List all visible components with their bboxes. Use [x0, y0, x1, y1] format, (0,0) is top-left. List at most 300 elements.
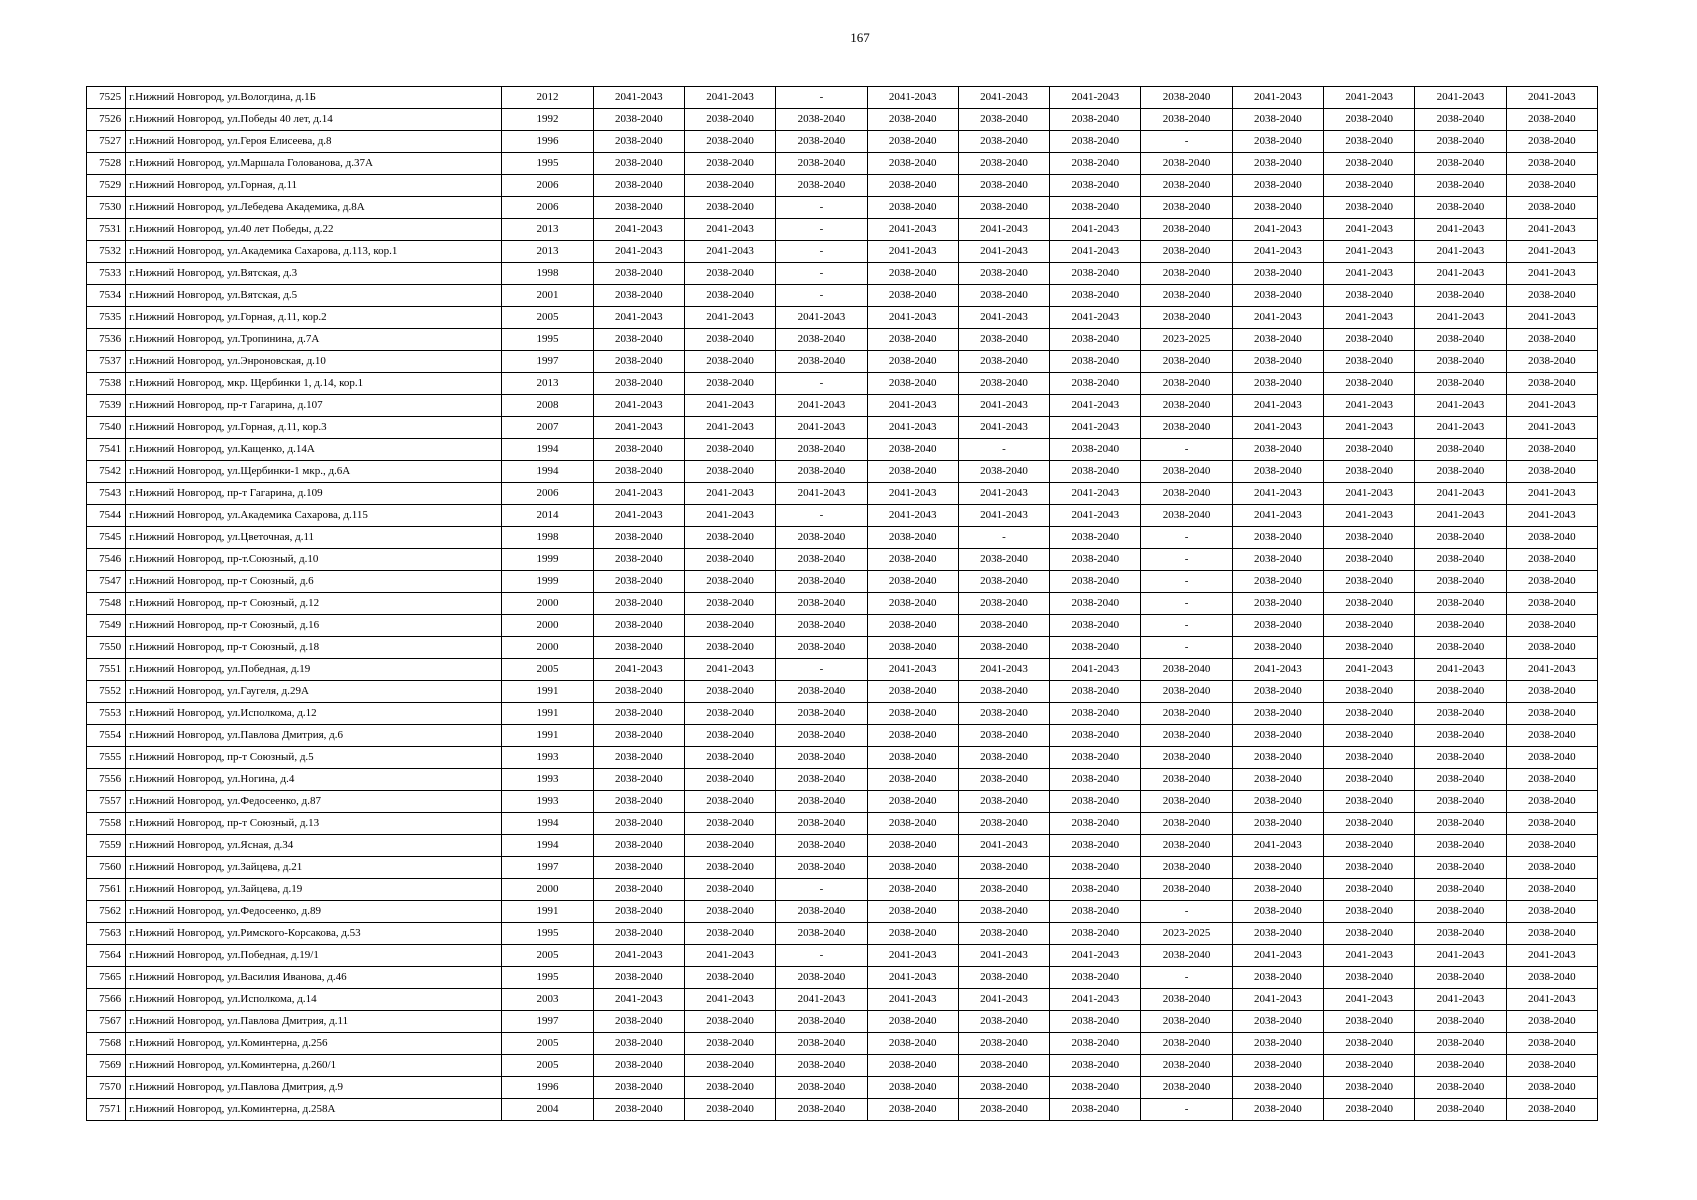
period-cell: 2038-2040: [776, 923, 867, 945]
period-cell: 2038-2040: [958, 263, 1049, 285]
table-row: [87, 879, 1598, 901]
period-cell: 2038-2040: [1506, 109, 1597, 131]
table-row: [87, 769, 1598, 791]
address-cell: г.Нижний Новгород, пр-т Союзный, д.18: [126, 637, 502, 659]
period-cell: 2038-2040: [684, 461, 775, 483]
period-cell: 2038-2040: [593, 1011, 684, 1033]
row-number-cell: 7530: [87, 197, 126, 219]
year-built-cell: 1993: [502, 791, 593, 813]
table-row: [87, 373, 1598, 395]
row-number-cell: 7564: [87, 945, 126, 967]
period-cell: 2038-2040: [1415, 725, 1506, 747]
period-cell: 2038-2040: [1050, 439, 1141, 461]
period-cell: 2038-2040: [1324, 967, 1415, 989]
period-cell: 2038-2040: [867, 1033, 958, 1055]
period-cell: 2038-2040: [1415, 637, 1506, 659]
table-row: [87, 1099, 1598, 1121]
period-cell: 2038-2040: [593, 1033, 684, 1055]
period-cell: 2038-2040: [684, 791, 775, 813]
row-number-cell: 7531: [87, 219, 126, 241]
period-cell: 2038-2040: [1232, 791, 1323, 813]
period-cell: 2038-2040: [1324, 681, 1415, 703]
period-cell: 2038-2040: [1506, 197, 1597, 219]
period-cell: 2038-2040: [867, 681, 958, 703]
period-cell: 2041-2043: [958, 989, 1049, 1011]
period-cell: 2038-2040: [1232, 813, 1323, 835]
period-cell: 2038-2040: [867, 879, 958, 901]
period-cell: -: [776, 373, 867, 395]
period-cell: 2038-2040: [1324, 747, 1415, 769]
period-cell: 2038-2040: [958, 703, 1049, 725]
period-cell: 2041-2043: [1506, 417, 1597, 439]
period-cell: 2038-2040: [958, 923, 1049, 945]
period-cell: 2038-2040: [867, 571, 958, 593]
period-cell: 2038-2040: [776, 571, 867, 593]
table-row: [87, 307, 1598, 329]
year-built-cell: 1999: [502, 549, 593, 571]
table-row: [87, 637, 1598, 659]
period-cell: 2038-2040: [1050, 131, 1141, 153]
period-cell: 2038-2040: [1415, 439, 1506, 461]
period-cell: 2038-2040: [958, 549, 1049, 571]
period-cell: 2038-2040: [867, 527, 958, 549]
row-number-cell: 7542: [87, 461, 126, 483]
row-number-cell: 7560: [87, 857, 126, 879]
period-cell: 2038-2040: [1506, 549, 1597, 571]
period-cell: 2038-2040: [593, 835, 684, 857]
period-cell: 2038-2040: [958, 109, 1049, 131]
period-cell: 2038-2040: [1141, 791, 1232, 813]
period-cell: 2038-2040: [958, 175, 1049, 197]
table-row: [87, 615, 1598, 637]
period-cell: 2041-2043: [1415, 307, 1506, 329]
period-cell: 2038-2040: [1506, 329, 1597, 351]
period-cell: 2038-2040: [776, 109, 867, 131]
period-cell: 2041-2043: [1050, 945, 1141, 967]
table-row: [87, 725, 1598, 747]
period-cell: 2038-2040: [684, 263, 775, 285]
period-cell: 2041-2043: [1324, 263, 1415, 285]
row-number-cell: 7526: [87, 109, 126, 131]
table-row: [87, 901, 1598, 923]
table-row: [87, 439, 1598, 461]
period-cell: 2038-2040: [1415, 549, 1506, 571]
period-cell: 2041-2043: [593, 417, 684, 439]
period-cell: 2038-2040: [1050, 901, 1141, 923]
period-cell: 2038-2040: [1506, 1011, 1597, 1033]
period-cell: 2041-2043: [1415, 241, 1506, 263]
period-cell: -: [1141, 637, 1232, 659]
period-cell: 2041-2043: [776, 417, 867, 439]
period-cell: 2038-2040: [867, 439, 958, 461]
period-cell: 2041-2043: [958, 307, 1049, 329]
period-cell: 2038-2040: [1232, 1099, 1323, 1121]
period-cell: 2038-2040: [1324, 857, 1415, 879]
period-cell: -: [776, 197, 867, 219]
period-cell: 2041-2043: [1232, 307, 1323, 329]
period-cell: 2038-2040: [1232, 1077, 1323, 1099]
period-cell: 2038-2040: [1506, 857, 1597, 879]
year-built-cell: 2006: [502, 175, 593, 197]
period-cell: 2038-2040: [1506, 153, 1597, 175]
period-cell: 2038-2040: [776, 131, 867, 153]
period-cell: 2038-2040: [1324, 901, 1415, 923]
year-built-cell: 1992: [502, 109, 593, 131]
address-cell: г.Нижний Новгород, ул.Героя Елисеева, д.8: [126, 131, 502, 153]
period-cell: 2038-2040: [867, 901, 958, 923]
address-cell: г.Нижний Новгород, ул.Исполкома, д.14: [126, 989, 502, 1011]
period-cell: 2041-2043: [1415, 417, 1506, 439]
period-cell: 2038-2040: [1324, 175, 1415, 197]
row-number-cell: 7558: [87, 813, 126, 835]
period-cell: 2038-2040: [1415, 1099, 1506, 1121]
period-cell: 2038-2040: [593, 879, 684, 901]
period-cell: 2038-2040: [684, 967, 775, 989]
period-cell: 2038-2040: [1141, 857, 1232, 879]
address-cell: г.Нижний Новгород, ул.Академика Сахарова, д.113, кор.1: [126, 241, 502, 263]
row-number-cell: 7534: [87, 285, 126, 307]
period-cell: 2038-2040: [1324, 461, 1415, 483]
period-cell: 2041-2043: [1050, 483, 1141, 505]
period-cell: 2041-2043: [1506, 241, 1597, 263]
period-cell: 2038-2040: [1324, 703, 1415, 725]
period-cell: 2041-2043: [1324, 219, 1415, 241]
period-cell: 2038-2040: [1141, 351, 1232, 373]
period-cell: 2038-2040: [1050, 285, 1141, 307]
period-cell: 2038-2040: [684, 813, 775, 835]
period-cell: 2038-2040: [958, 857, 1049, 879]
address-cell: г.Нижний Новгород, ул.Вятская, д.3: [126, 263, 502, 285]
period-cell: 2038-2040: [1141, 879, 1232, 901]
period-cell: 2038-2040: [1415, 747, 1506, 769]
period-cell: 2041-2043: [776, 307, 867, 329]
year-built-cell: 2005: [502, 1055, 593, 1077]
period-cell: 2038-2040: [1141, 395, 1232, 417]
period-cell: 2041-2043: [1415, 659, 1506, 681]
period-cell: 2041-2043: [1232, 945, 1323, 967]
period-cell: 2041-2043: [1506, 395, 1597, 417]
period-cell: 2038-2040: [867, 285, 958, 307]
table-row: [87, 329, 1598, 351]
period-cell: 2041-2043: [958, 659, 1049, 681]
period-cell: 2038-2040: [958, 131, 1049, 153]
period-cell: 2038-2040: [1050, 967, 1141, 989]
period-cell: 2038-2040: [1050, 1055, 1141, 1077]
period-cell: 2038-2040: [1415, 813, 1506, 835]
period-cell: 2038-2040: [1324, 879, 1415, 901]
period-cell: 2038-2040: [776, 901, 867, 923]
period-cell: -: [1141, 1099, 1232, 1121]
period-cell: 2038-2040: [1141, 769, 1232, 791]
row-number-cell: 7525: [87, 87, 126, 109]
year-built-cell: 2007: [502, 417, 593, 439]
year-built-cell: 1991: [502, 901, 593, 923]
period-cell: 2038-2040: [1415, 571, 1506, 593]
period-cell: 2038-2040: [1232, 923, 1323, 945]
period-cell: 2038-2040: [1415, 1011, 1506, 1033]
period-cell: 2038-2040: [1324, 1033, 1415, 1055]
period-cell: 2038-2040: [776, 615, 867, 637]
period-cell: 2038-2040: [1324, 1011, 1415, 1033]
address-cell: г.Нижний Новгород, пр-т Союзный, д.13: [126, 813, 502, 835]
period-cell: 2038-2040: [684, 571, 775, 593]
row-number-cell: 7535: [87, 307, 126, 329]
period-cell: 2041-2043: [867, 307, 958, 329]
period-cell: 2038-2040: [1506, 681, 1597, 703]
period-cell: 2041-2043: [867, 505, 958, 527]
period-cell: 2041-2043: [1506, 219, 1597, 241]
period-cell: 2041-2043: [867, 417, 958, 439]
address-cell: г.Нижний Новгород, пр-т Союзный, д.5: [126, 747, 502, 769]
period-cell: 2041-2043: [1232, 659, 1323, 681]
period-cell: 2038-2040: [684, 439, 775, 461]
period-cell: 2038-2040: [1415, 681, 1506, 703]
period-cell: 2038-2040: [684, 1011, 775, 1033]
period-cell: 2038-2040: [1415, 703, 1506, 725]
period-cell: -: [1141, 131, 1232, 153]
year-built-cell: 2013: [502, 219, 593, 241]
period-cell: 2038-2040: [776, 857, 867, 879]
year-built-cell: 2000: [502, 615, 593, 637]
period-cell: 2038-2040: [1232, 175, 1323, 197]
period-cell: 2038-2040: [776, 637, 867, 659]
period-cell: -: [776, 659, 867, 681]
year-built-cell: 1995: [502, 153, 593, 175]
period-cell: 2038-2040: [1050, 725, 1141, 747]
period-cell: -: [776, 879, 867, 901]
period-cell: 2038-2040: [1050, 813, 1141, 835]
year-built-cell: 1995: [502, 329, 593, 351]
period-cell: 2041-2043: [684, 241, 775, 263]
period-cell: 2038-2040: [1141, 219, 1232, 241]
period-cell: 2038-2040: [867, 263, 958, 285]
period-cell: 2038-2040: [867, 549, 958, 571]
row-number-cell: 7567: [87, 1011, 126, 1033]
period-cell: 2038-2040: [593, 263, 684, 285]
period-cell: 2038-2040: [1506, 703, 1597, 725]
period-cell: 2038-2040: [1232, 285, 1323, 307]
period-cell: 2038-2040: [1506, 835, 1597, 857]
period-cell: -: [776, 263, 867, 285]
row-number-cell: 7569: [87, 1055, 126, 1077]
period-cell: -: [1141, 901, 1232, 923]
table-row: [87, 241, 1598, 263]
period-cell: 2038-2040: [1506, 373, 1597, 395]
address-cell: г.Нижний Новгород, ул.Ногина, д.4: [126, 769, 502, 791]
period-cell: 2038-2040: [1141, 659, 1232, 681]
period-cell: 2038-2040: [1141, 483, 1232, 505]
period-cell: -: [1141, 527, 1232, 549]
period-cell: 2038-2040: [958, 571, 1049, 593]
period-cell: 2038-2040: [1415, 901, 1506, 923]
period-cell: 2038-2040: [867, 835, 958, 857]
period-cell: 2038-2040: [684, 1033, 775, 1055]
period-cell: 2038-2040: [958, 197, 1049, 219]
period-cell: 2038-2040: [1415, 285, 1506, 307]
period-cell: 2041-2043: [1324, 505, 1415, 527]
period-cell: 2038-2040: [776, 351, 867, 373]
address-cell: г.Нижний Новгород, ул.Победная, д.19: [126, 659, 502, 681]
period-cell: 2041-2043: [1506, 483, 1597, 505]
address-cell: г.Нижний Новгород, ул.Гаугеля, д.29А: [126, 681, 502, 703]
row-number-cell: 7550: [87, 637, 126, 659]
period-cell: 2038-2040: [1232, 571, 1323, 593]
table-row: [87, 461, 1598, 483]
table-row: [87, 483, 1598, 505]
period-cell: 2038-2040: [1141, 175, 1232, 197]
period-cell: 2038-2040: [1415, 131, 1506, 153]
table-row: [87, 593, 1598, 615]
period-cell: 2038-2040: [1050, 153, 1141, 175]
period-cell: 2038-2040: [1232, 329, 1323, 351]
period-cell: 2038-2040: [1141, 285, 1232, 307]
period-cell: 2038-2040: [1050, 879, 1141, 901]
period-cell: 2041-2043: [1415, 263, 1506, 285]
period-cell: 2038-2040: [1506, 571, 1597, 593]
address-cell: г.Нижний Новгород, ул.Горная, д.11, кор.2: [126, 307, 502, 329]
period-cell: 2038-2040: [776, 329, 867, 351]
address-cell: г.Нижний Новгород, ул.Победы 40 лет, д.14: [126, 109, 502, 131]
table-row: [87, 109, 1598, 131]
period-cell: 2038-2040: [1324, 439, 1415, 461]
address-cell: г.Нижний Новгород, ул.Коминтерна, д.258А: [126, 1099, 502, 1121]
period-cell: 2038-2040: [1141, 307, 1232, 329]
period-cell: 2038-2040: [1324, 593, 1415, 615]
period-cell: 2038-2040: [867, 197, 958, 219]
period-cell: 2038-2040: [593, 747, 684, 769]
period-cell: 2038-2040: [1050, 351, 1141, 373]
period-cell: 2038-2040: [958, 461, 1049, 483]
period-cell: 2038-2040: [776, 813, 867, 835]
period-cell: 2038-2040: [776, 593, 867, 615]
period-cell: 2041-2043: [684, 483, 775, 505]
table-row: [87, 87, 1598, 109]
table-row: [87, 395, 1598, 417]
year-built-cell: 1998: [502, 527, 593, 549]
table-row: [87, 945, 1598, 967]
period-cell: 2038-2040: [1324, 637, 1415, 659]
period-cell: 2038-2040: [776, 439, 867, 461]
period-cell: 2038-2040: [958, 1099, 1049, 1121]
period-cell: 2038-2040: [1232, 373, 1323, 395]
period-cell: 2038-2040: [684, 1099, 775, 1121]
year-built-cell: 1994: [502, 835, 593, 857]
period-cell: 2038-2040: [1050, 747, 1141, 769]
period-cell: 2038-2040: [593, 549, 684, 571]
address-cell: г.Нижний Новгород, ул.Римского-Корсакова, д.53: [126, 923, 502, 945]
period-cell: 2038-2040: [867, 109, 958, 131]
period-cell: 2038-2040: [1415, 857, 1506, 879]
housing-repair-table: [86, 86, 1598, 1121]
address-cell: г.Нижний Новгород, ул.Коминтерна, д.256: [126, 1033, 502, 1055]
period-cell: 2038-2040: [1050, 1099, 1141, 1121]
period-cell: 2038-2040: [1050, 197, 1141, 219]
period-cell: 2038-2040: [1232, 703, 1323, 725]
year-built-cell: 1994: [502, 439, 593, 461]
table-row: [87, 703, 1598, 725]
row-number-cell: 7539: [87, 395, 126, 417]
period-cell: 2038-2040: [1324, 329, 1415, 351]
period-cell: 2038-2040: [1232, 351, 1323, 373]
period-cell: 2038-2040: [684, 197, 775, 219]
period-cell: 2038-2040: [1506, 879, 1597, 901]
period-cell: 2038-2040: [1324, 813, 1415, 835]
address-cell: г.Нижний Новгород, ул.Цветочная, д.11: [126, 527, 502, 549]
year-built-cell: 2013: [502, 241, 593, 263]
period-cell: 2038-2040: [593, 813, 684, 835]
period-cell: 2038-2040: [684, 1055, 775, 1077]
period-cell: 2038-2040: [684, 637, 775, 659]
period-cell: 2038-2040: [1324, 615, 1415, 637]
period-cell: 2041-2043: [1050, 659, 1141, 681]
period-cell: 2041-2043: [1415, 989, 1506, 1011]
address-cell: г.Нижний Новгород, ул.Федосеенко, д.87: [126, 791, 502, 813]
period-cell: 2038-2040: [684, 703, 775, 725]
period-cell: 2038-2040: [958, 967, 1049, 989]
period-cell: 2038-2040: [867, 769, 958, 791]
period-cell: 2038-2040: [1050, 373, 1141, 395]
period-cell: 2038-2040: [1324, 527, 1415, 549]
year-built-cell: 2012: [502, 87, 593, 109]
period-cell: 2041-2043: [1050, 87, 1141, 109]
year-built-cell: 2005: [502, 307, 593, 329]
period-cell: -: [1141, 967, 1232, 989]
year-built-cell: 1991: [502, 725, 593, 747]
period-cell: 2038-2040: [958, 615, 1049, 637]
period-cell: 2038-2040: [593, 967, 684, 989]
table-row: [87, 813, 1598, 835]
period-cell: 2038-2040: [1232, 725, 1323, 747]
period-cell: 2038-2040: [867, 725, 958, 747]
period-cell: 2038-2040: [593, 615, 684, 637]
period-cell: 2038-2040: [1415, 769, 1506, 791]
period-cell: 2041-2043: [593, 87, 684, 109]
period-cell: 2038-2040: [684, 681, 775, 703]
period-cell: 2038-2040: [958, 637, 1049, 659]
period-cell: 2038-2040: [1506, 1033, 1597, 1055]
period-cell: 2041-2043: [1324, 989, 1415, 1011]
table-row: [87, 967, 1598, 989]
address-cell: г.Нижний Новгород, пр-т Гагарина, д.107: [126, 395, 502, 417]
period-cell: 2041-2043: [1232, 395, 1323, 417]
period-cell: 2041-2043: [1050, 307, 1141, 329]
address-cell: г.Нижний Новгород, ул.Энроновская, д.10: [126, 351, 502, 373]
period-cell: 2038-2040: [1232, 527, 1323, 549]
period-cell: 2038-2040: [1141, 945, 1232, 967]
period-cell: 2038-2040: [1506, 923, 1597, 945]
year-built-cell: 2000: [502, 637, 593, 659]
period-cell: 2038-2040: [867, 1077, 958, 1099]
period-cell: 2038-2040: [1415, 527, 1506, 549]
period-cell: -: [776, 241, 867, 263]
period-cell: 2038-2040: [1324, 1077, 1415, 1099]
year-built-cell: 1991: [502, 703, 593, 725]
period-cell: 2038-2040: [867, 923, 958, 945]
row-number-cell: 7568: [87, 1033, 126, 1055]
period-cell: 2038-2040: [958, 329, 1049, 351]
row-number-cell: 7553: [87, 703, 126, 725]
period-cell: 2038-2040: [1324, 373, 1415, 395]
period-cell: 2041-2043: [867, 483, 958, 505]
period-cell: 2038-2040: [1050, 571, 1141, 593]
period-cell: 2038-2040: [776, 1011, 867, 1033]
period-cell: 2038-2040: [1506, 285, 1597, 307]
period-cell: 2041-2043: [593, 241, 684, 263]
period-cell: 2041-2043: [1324, 395, 1415, 417]
period-cell: 2038-2040: [1232, 857, 1323, 879]
period-cell: 2038-2040: [593, 285, 684, 307]
period-cell: 2038-2040: [1141, 1077, 1232, 1099]
